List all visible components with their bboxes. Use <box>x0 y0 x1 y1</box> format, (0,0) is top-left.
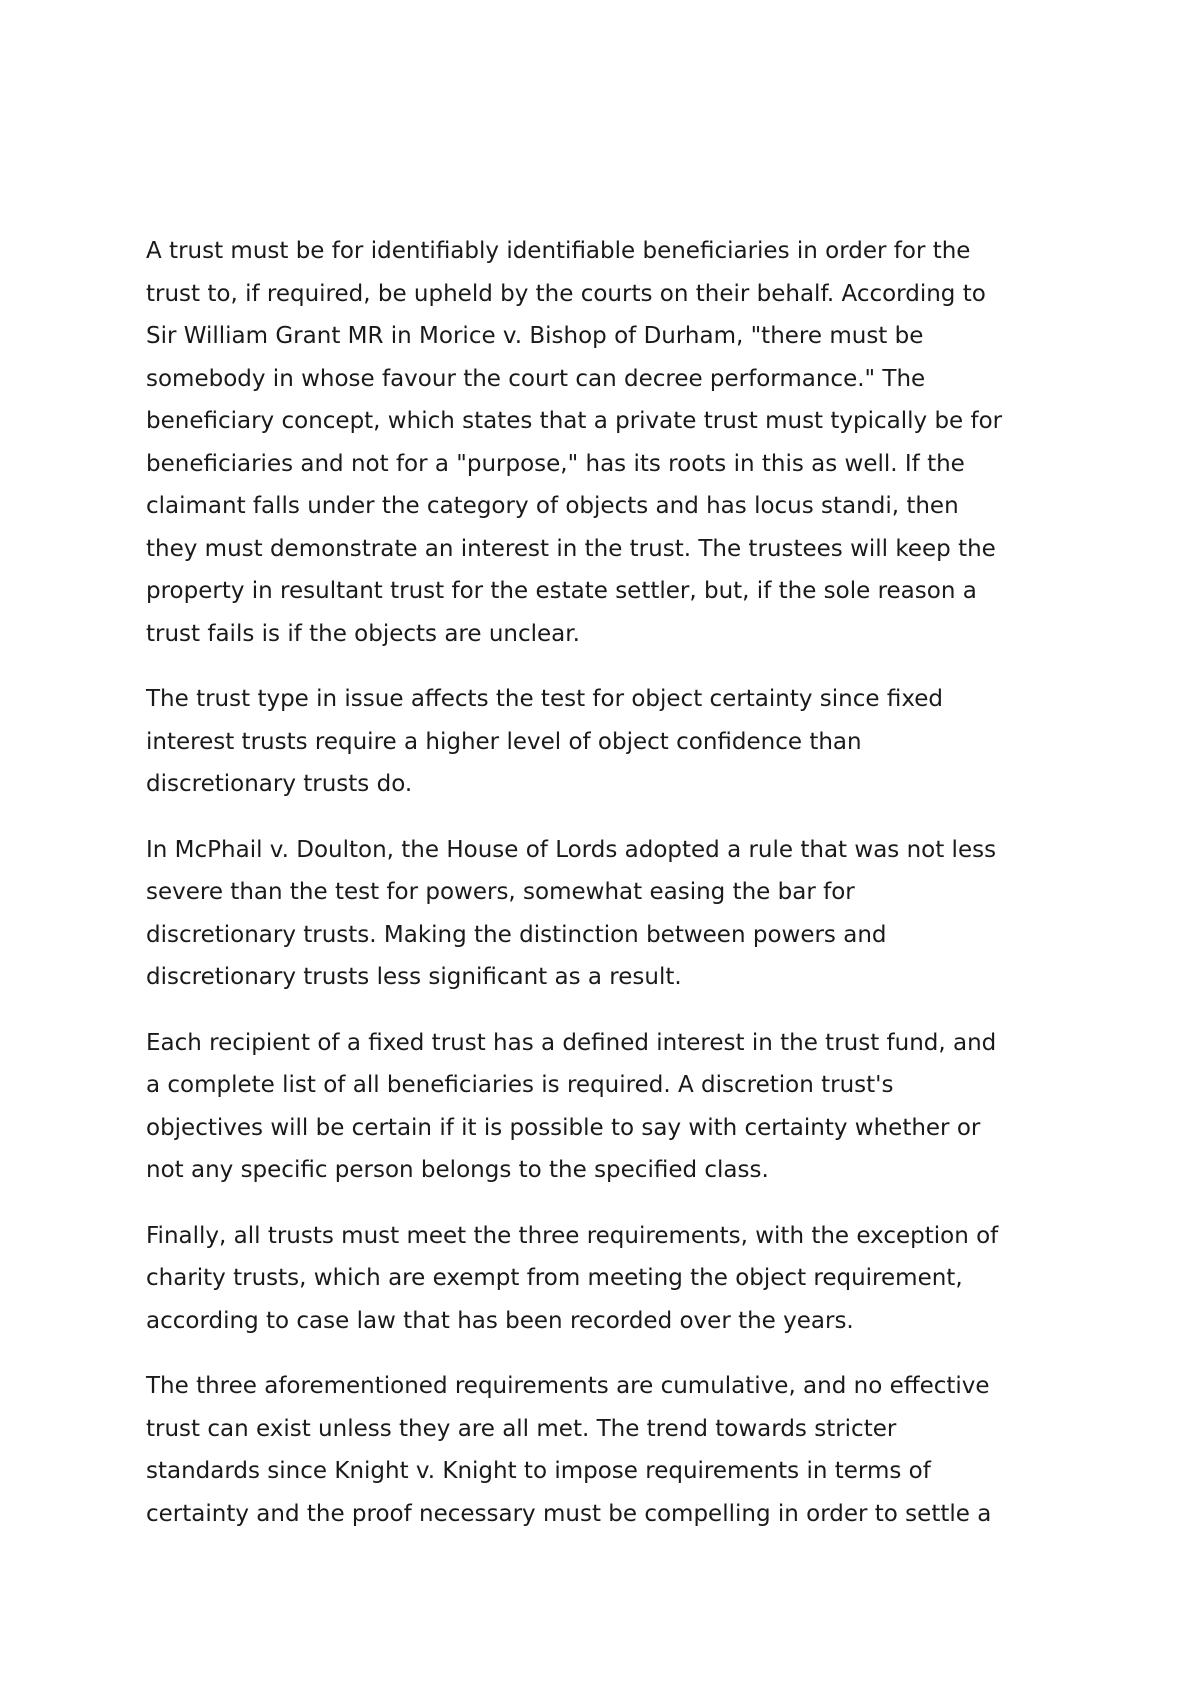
text-line: trust to, if required, be upheld by the courts on their behalf. According to <box>146 280 986 307</box>
text-line: severe than the test for powers, somewhat easing the bar for <box>146 879 855 905</box>
text-line: discretionary trusts do. <box>146 771 413 797</box>
text-line: beneficiaries and not for a "purpose," has its roots in this as well. If the <box>146 450 965 477</box>
text-line: Sir William Grant MR in Morice v. Bishop of Durham, "there must be <box>146 323 924 349</box>
paragraph-3 <box>146 829 1066 999</box>
text-line: The trust type in issue affects the test for object certainty since fixed <box>146 686 943 712</box>
document-body <box>146 230 1066 1558</box>
text-line: not any specific person belongs to the specified class. <box>146 1157 769 1183</box>
text-line: discretionary trusts less significant as a result. <box>146 964 682 990</box>
text-line: property in resultant trust for the estate settler, but, if the sole reason a <box>146 578 977 604</box>
text-line: objectives will be certain if it is possible to say with certainty whether or <box>146 1114 981 1141</box>
paragraph-2 <box>146 678 1066 806</box>
text-line: discretionary trusts. Making the distinction between powers and <box>146 921 887 948</box>
paragraph-5 <box>146 1215 1066 1343</box>
text-line: The three aforementioned requirements are cumulative, and no effective <box>146 1373 990 1399</box>
text-line: charity trusts, which are exempt from meeting the object requirement, <box>146 1265 963 1291</box>
text-line: Finally, all trusts must meet the three requirements, with the exception of <box>146 1222 999 1249</box>
text-line: In McPhail v. Doulton, the House of Lords adopted a rule that was not less <box>146 836 997 863</box>
text-line: interest trusts require a higher level of object confidence than <box>146 728 862 755</box>
text-line: Each recipient of a fixed trust has a defined interest in the trust fund, and <box>146 1029 997 1056</box>
text-line: trust fails is if the objects are unclear. <box>146 620 580 647</box>
text-line: according to case law that has been recorded over the years. <box>146 1307 854 1334</box>
text-line: a complete list of all beneficiaries is required. A discretion trust's <box>146 1072 894 1098</box>
paragraph-6 <box>146 1365 1066 1535</box>
text-line: A trust must be for identifiably identifiable beneficiaries in order for the <box>146 238 971 264</box>
text-line: somebody in whose favour the court can decree performance." The <box>146 365 926 392</box>
text-line: they must demonstrate an interest in the trust. The trustees will keep the <box>146 535 996 562</box>
text-line: certainty and the proof necessary must be compelling in order to settle a <box>146 1500 992 1527</box>
text-line: claimant falls under the category of objects and has locus standi, then <box>146 493 959 519</box>
paragraph-1 <box>146 230 1066 655</box>
text-line: standards since Knight v. Knight to impose requirements in terms of <box>146 1458 931 1484</box>
text-line: beneficiary concept, which states that a private trust must typically be for <box>146 408 1003 434</box>
text-line: trust can exist unless they are all met. The trend towards stricter <box>146 1415 897 1442</box>
paragraph-4 <box>146 1022 1066 1192</box>
